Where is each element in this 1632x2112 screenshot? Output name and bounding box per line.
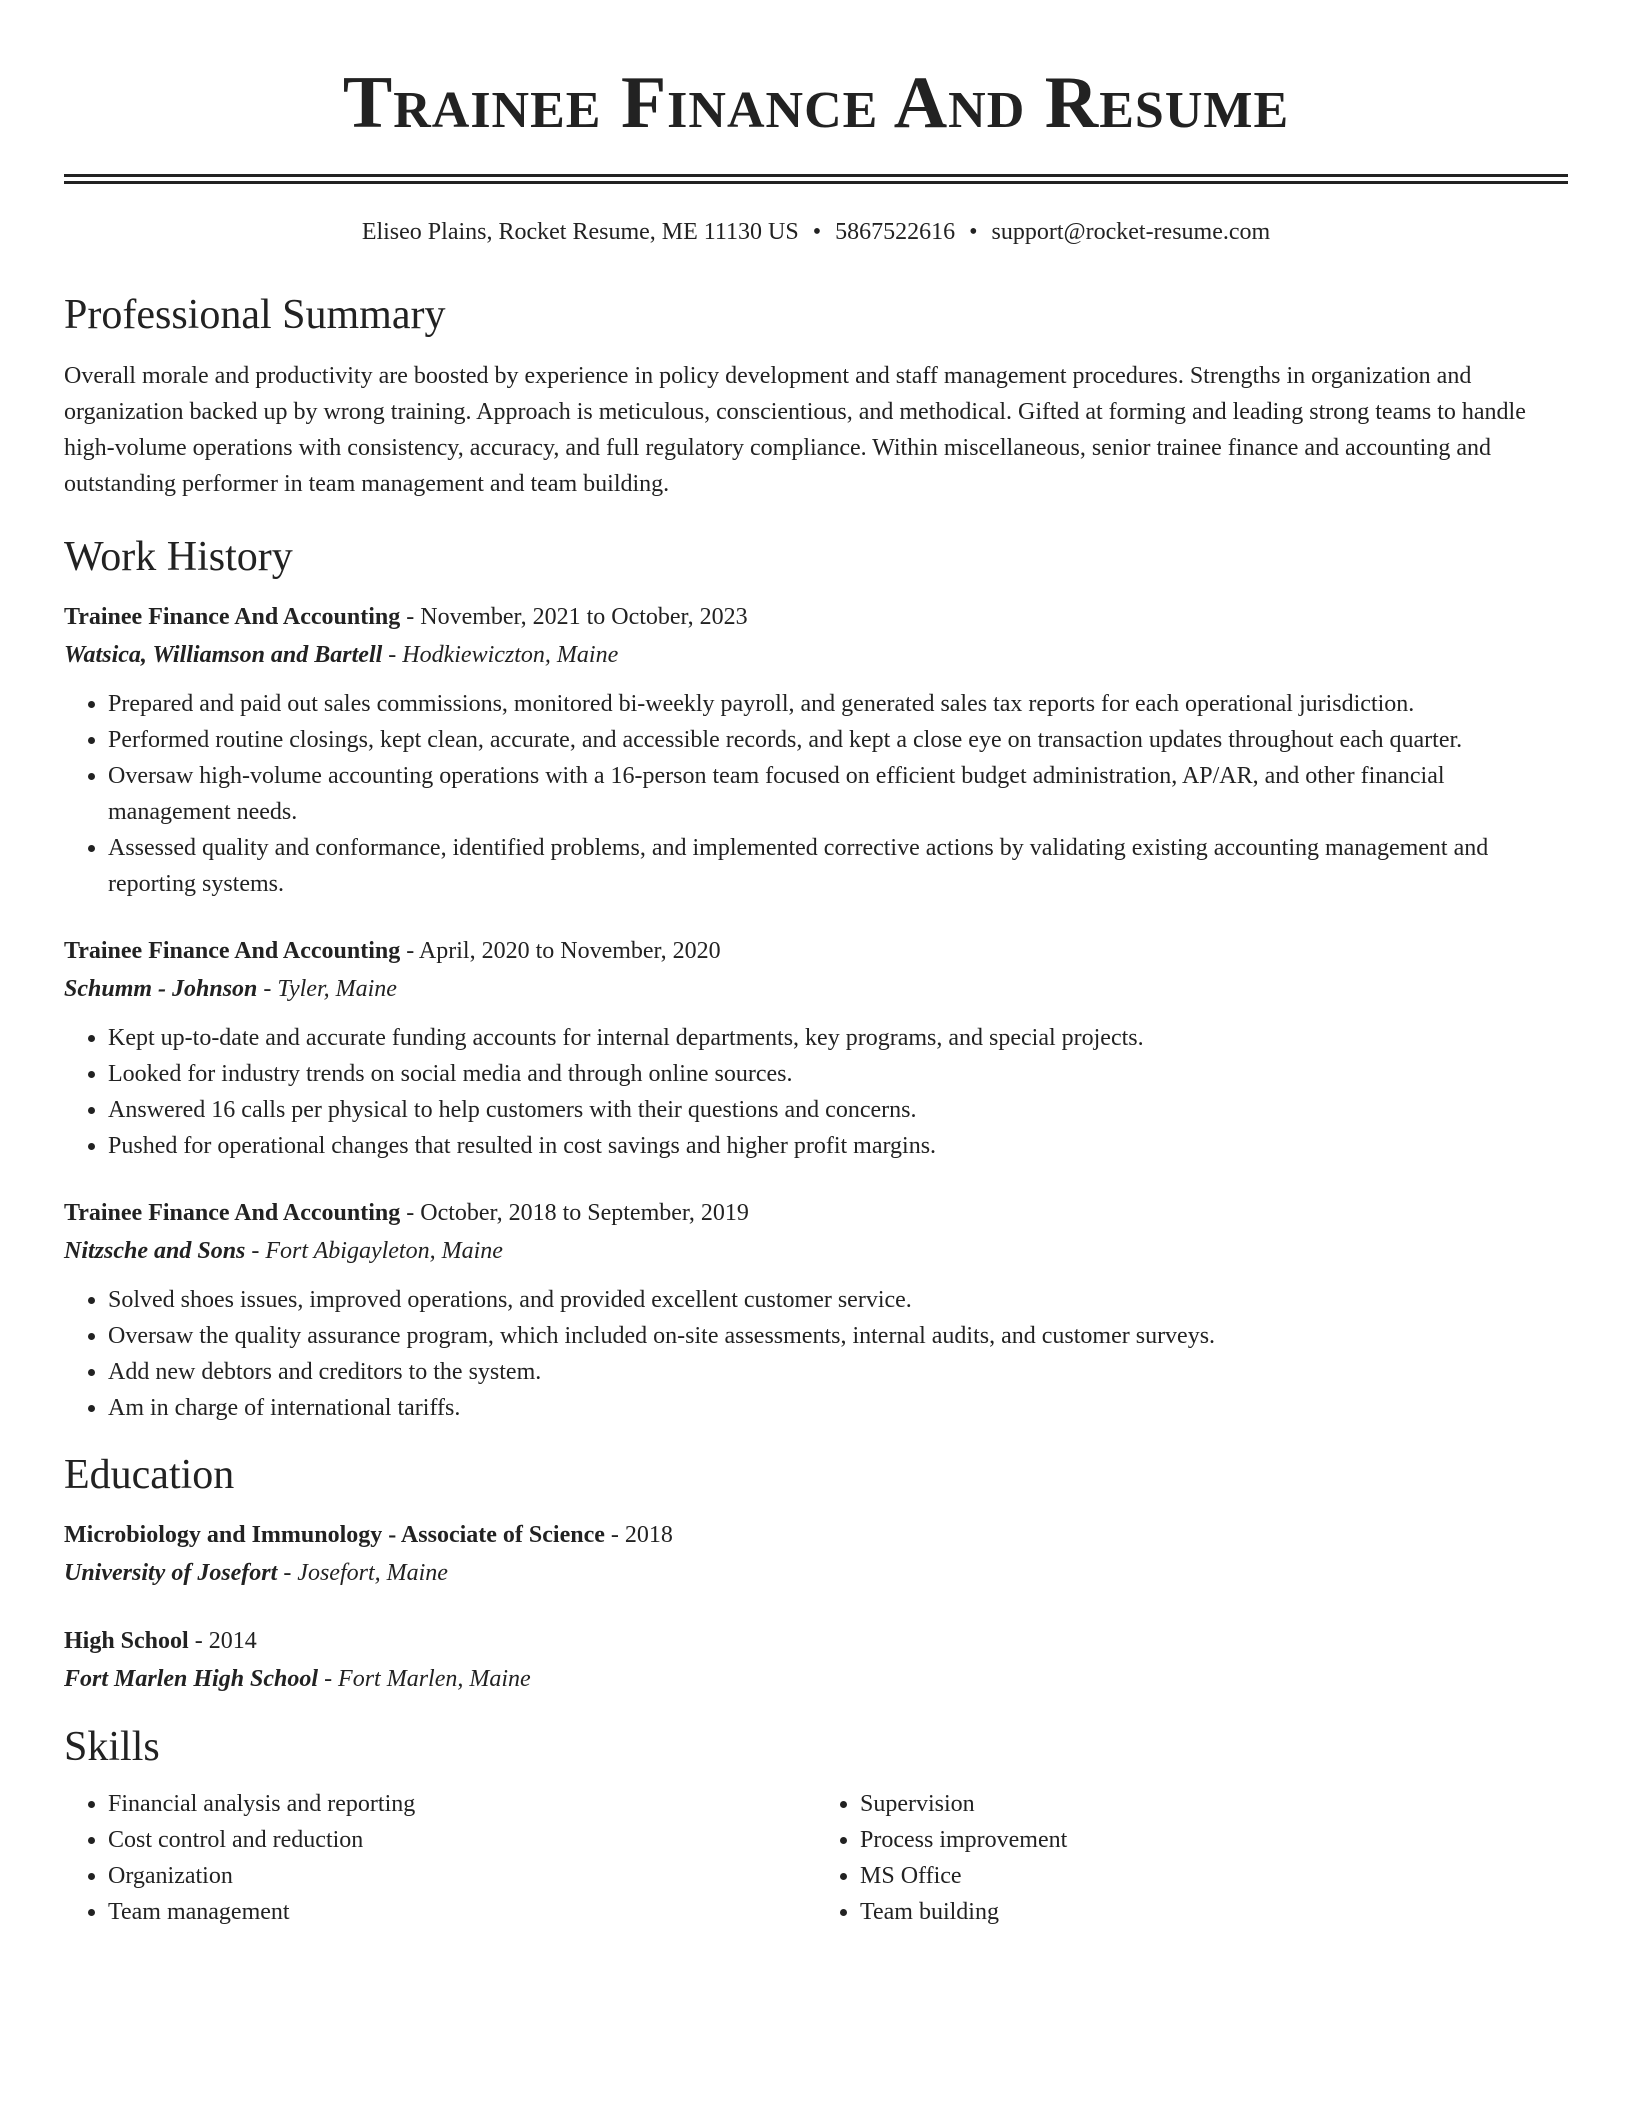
education-degree-line xyxy=(64,1622,1568,1660)
job-title-line xyxy=(64,598,1568,636)
job-company: Schumm - Johnson xyxy=(64,976,258,1002)
skill-item: • Team management xyxy=(108,1894,816,1930)
education-school: University of Josefort xyxy=(64,1560,278,1586)
education-school-line xyxy=(64,1554,1568,1592)
job-location: - Hodkiewiczton, Maine xyxy=(382,642,619,668)
job-location: - Fort Abigayleton, Maine xyxy=(245,1238,503,1264)
skill-item: • Supervision xyxy=(860,1786,1568,1822)
job-bullet: • Oversaw the quality assurance program, which included on-site assessments, internal audits, and customer surveys. xyxy=(108,1318,1568,1354)
skill-item: • Organization xyxy=(108,1858,816,1894)
job-bullet: • Add new debtors and creditors to the system. xyxy=(108,1354,1568,1390)
job-title-line xyxy=(64,932,1568,970)
title-double-rule xyxy=(64,174,1568,184)
skill-item: • Financial analysis and reporting xyxy=(108,1786,816,1822)
education-location: - Josefort, Maine xyxy=(277,1560,448,1586)
education-school: Fort Marlen High School xyxy=(64,1666,319,1692)
education-location: - Fort Marlen, Maine xyxy=(318,1666,531,1692)
job-company: Nitzsche and Sons xyxy=(64,1238,246,1264)
job-bullet: • Solved shoes issues, improved operations, and provided excellent customer service. xyxy=(108,1282,1568,1318)
job-bullet: • Prepared and paid out sales commissions, monitored bi-weekly payroll, and generated sales tax reports for each operational jurisdiction. xyxy=(108,686,1568,722)
job-bullet: • Kept up-to-date and accurate funding accounts for internal departments, key programs, and special projects. xyxy=(108,1020,1568,1056)
job-bullets xyxy=(64,1020,1568,1164)
job-title-line xyxy=(64,1194,1568,1232)
job-title: Trainee Finance And Accounting xyxy=(64,604,401,630)
education-school-line xyxy=(64,1660,1568,1698)
resume-title: Trainee Finance And Resume xyxy=(342,62,1290,144)
job-bullets xyxy=(64,686,1568,902)
summary-text: Overall morale and productivity are boosted by experience in policy development and staff management procedures. Strengths in organization and organization backed up by wrong training. Approach is meticulous, conscientious, and methodical. Gifted at forming and leading strong teams to handle high-volume operations with consistency, accuracy, and full regulatory compliance. Within miscellaneous, senior trainee finance and accounting and outstanding performer in team management and team building. xyxy=(64,363,1526,497)
job-bullet: • Answered 16 calls per physical to help customers with their questions and concerns. xyxy=(108,1092,1568,1128)
job-bullet: • Performed routine closings, kept clean, accurate, and accessible records, and kept a close eye on transaction updates throughout each quarter. xyxy=(108,722,1568,758)
contact-line xyxy=(64,216,1568,248)
job-bullet: • Oversaw high-volume accounting operations with a 16-person team focused on efficient budget administration, AP/AR, and other financial management needs. xyxy=(108,758,1568,830)
education-degree: High School xyxy=(64,1628,189,1654)
job-entry xyxy=(64,1194,1568,1426)
skills-list-left xyxy=(64,1786,816,1930)
job-dates: - November, 2021 to October, 2023 xyxy=(400,604,748,630)
contact-separator: • xyxy=(969,219,978,245)
education-entry xyxy=(64,1516,1568,1592)
skill-item: • Team building xyxy=(860,1894,1568,1930)
education-year: - 2018 xyxy=(604,1522,673,1548)
work-history-heading: Work History xyxy=(64,534,293,580)
skills-heading: Skills xyxy=(64,1724,160,1770)
skill-item: • MS Office xyxy=(860,1858,1568,1894)
job-bullet: • Assessed quality and conformance, identified problems, and implemented corrective actions by validating existing accounting management and reporting systems. xyxy=(108,830,1568,902)
job-dates: - October, 2018 to September, 2019 xyxy=(400,1200,749,1226)
job-bullet: • Am in charge of international tariffs. xyxy=(108,1390,1568,1426)
job-company: Watsica, Williamson and Bartell xyxy=(64,642,383,668)
summary-heading: Professional Summary xyxy=(64,292,446,338)
job-company-line xyxy=(64,1232,1568,1270)
education-year: - 2014 xyxy=(188,1628,257,1654)
job-bullet: • Pushed for operational changes that resulted in cost savings and higher profit margins. xyxy=(108,1128,1568,1164)
education-heading: Education xyxy=(64,1452,235,1498)
job-company-line xyxy=(64,970,1568,1008)
job-title: Trainee Finance And Accounting xyxy=(64,938,401,964)
job-title: Trainee Finance And Accounting xyxy=(64,1200,401,1226)
job-entry xyxy=(64,932,1568,1164)
job-bullet: • Looked for industry trends on social media and through online sources. xyxy=(108,1056,1568,1092)
job-bullets xyxy=(64,1282,1568,1426)
skill-item: • Cost control and reduction xyxy=(108,1822,816,1858)
contact-phone: 5867522616 xyxy=(835,219,956,245)
education-degree: Microbiology and Immunology - Associate of Science xyxy=(64,1522,605,1548)
skills-list-right xyxy=(816,1786,1568,1930)
skills-columns xyxy=(64,1786,1568,1930)
job-dates: - April, 2020 to November, 2020 xyxy=(400,938,721,964)
contact-email: support@rocket-resume.com xyxy=(991,219,1271,245)
contact-separator: • xyxy=(812,219,822,245)
education-degree-line xyxy=(64,1516,1568,1554)
job-entry xyxy=(64,598,1568,902)
education-entry xyxy=(64,1622,1568,1698)
job-location: - Tyler, Maine xyxy=(257,976,397,1002)
skill-item: • Process improvement xyxy=(860,1822,1568,1858)
contact-address: Eliseo Plains, Rocket Resume, ME 11130 US xyxy=(361,219,799,245)
job-company-line xyxy=(64,636,1568,674)
